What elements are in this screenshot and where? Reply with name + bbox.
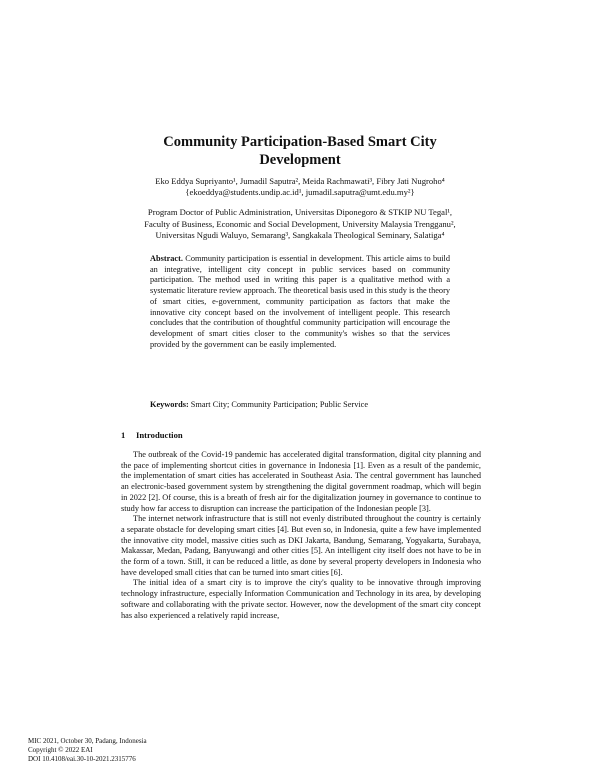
author-names: Eko Eddya Supriyanto¹, Jumadil Saputra², Meida Rachmawati³, Fibry Jati Nugroho⁴ [155, 176, 445, 186]
section-number: 1 [121, 430, 126, 440]
title-line-2: Development [259, 152, 341, 168]
author-emails: {ekoeddya@students.undip.ac.id¹, jumadil.saputra@umt.edu.my²} [185, 187, 415, 197]
introduction-body [121, 450, 481, 621]
section-heading [121, 430, 421, 440]
body-paragraph: The initial idea of a smart city is to improve the city's quality to be innovative through improving technology infrastructure, especially Information Communication and Technology in its area, by developing software and collaborating with the private sector. However, now the development of the smart city concept has also experienced a relatively rapid increase, [121, 578, 481, 620]
affiliations [110, 207, 490, 242]
page-footer [28, 737, 278, 763]
keywords [150, 399, 450, 410]
paper-title [120, 133, 480, 169]
body-paragraph: The outbreak of the Covid-19 pandemic has accelerated digital transformation, digital city planning and the pace of implementing shortcut cities in governance in Indonesia [1]. Even as a result of the pandemic, the implementation of smart cities has accelerated in Southeast Asia. The central government has launched an electronic-based government system by strengthening the digital government roadmap, which will begin in 2022 [2]. Of course, this is a breath of fresh air for the digitalization journey in governance to continue to study how far access to disruption can increase the participation of the Indonesian people [3]. [121, 450, 481, 513]
affiliation-line: Program Doctor of Public Administration, Universitas Diponegoro & STKIP NU Tegal¹, [147, 207, 453, 217]
abstract-text: Community participation is essential in development. This article aims to build an integrative, intelligent city concept in public services based on community participation. The method used in writing this paper is a qualitative method with a systematic literature review approach. The theoretical basis used in this study is the theory of smart cities, e-government, community participation as factors that make the innovative city concept based on the involvement of intelligent people. This research concludes that the contribution of thoughtful community participation will encourage the development of smart cities closer to the community's wishes so that the services provided by the government can be easily implemented. [150, 254, 451, 349]
abstract [150, 254, 450, 350]
affiliation-line: Universitas Ngudi Waluyo, Semarang³, Sangkakala Theological Seminary, Salatiga⁴ [155, 230, 445, 240]
footer-doi: DOI 10.4108/eai.30-10-2021.2315776 [28, 754, 136, 763]
keywords-text: Smart City; Community Participation; Public Service [190, 400, 369, 409]
abstract-label: Abstract. [150, 254, 183, 263]
body-paragraph: The internet network infrastructure that is still not evenly distributed throughout the country is certainly a separate obstacle for developing smart cities [4]. But even so, in Indonesia, quite a few have implemented the innovative city model, massive cities such as DKI Jakarta, Bandung, Semarang, Yogyakarta, Surabaya, Makassar, Medan, Padang, Banyuwangi and other cities [5]. An intelligent city itself does not have to be in the form of a town. Still, it can be reduced a little, as done by several property developers in Indonesia who have developed small cities that can be turned into smart cities [6]. [121, 514, 481, 577]
section-title: Introduction [136, 430, 183, 440]
author-block [110, 176, 490, 198]
title-line-1: Community Participation-Based Smart City [163, 134, 437, 150]
affiliation-line: Faculty of Business, Economic and Social Development, University Malaysia Trengganu², [144, 218, 456, 229]
footer-conference: MIC 2021, October 30, Padang, Indonesia [28, 737, 147, 745]
footer-copyright: Copyright © 2022 EAI [28, 745, 93, 754]
keywords-label: Keywords: [150, 400, 189, 409]
